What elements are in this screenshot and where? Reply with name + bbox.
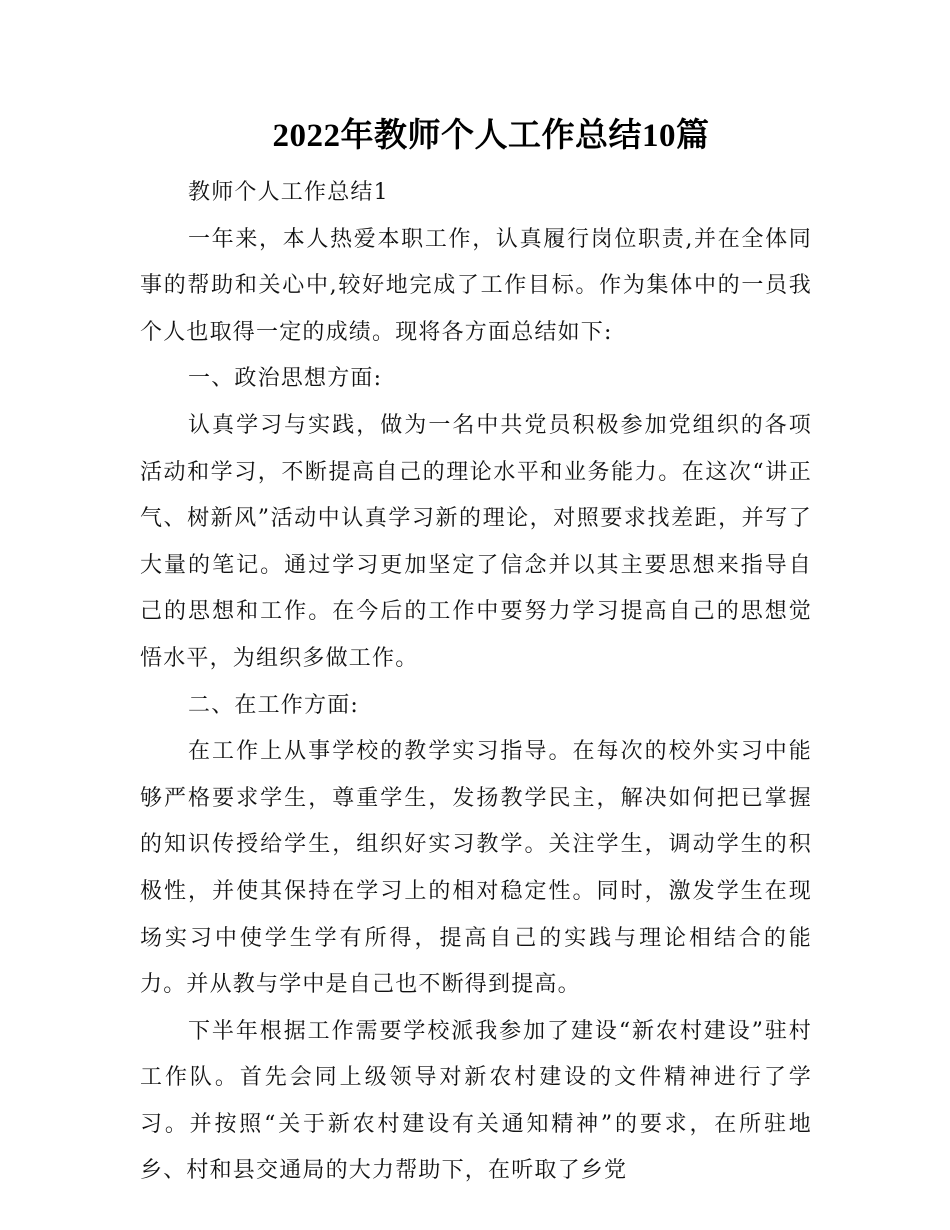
intro-paragraph: 一年来，本人热爱本职工作，认真履行岗位职责,并在全体同事的帮助和关心中,较好地完成了工作目标。作为集体中的一员我个人也取得一定的成绩。现将各方面总结如下: [140, 226, 812, 345]
section-heading-summary-1: 教师个人工作总结1 [188, 180, 389, 205]
political-paragraph: 认真学习与实践，做为一名中共党员积极参加党组织的各项活动和学习，不断提高自己的理论水平和业务能力。在这次“讲正气、树新风”活动中认真学习新的理论，对照要求找差距，并写了大量的笔记。通过学习更加坚定了信念并以其主要思想来指导自己的思想和工作。在今后的工作中要努力学习提高自己的思想觉悟水平，为组织多做工作。 [140, 412, 812, 671]
section-heading-political: 一、政治思想方面: [188, 366, 383, 392]
document-page [140, 108, 812, 1195]
work-paragraph: 在工作上从事学校的教学实习指导。在每次的校外实习中能够严格要求学生，尊重学生，发扬教学民主，解决如何把已掌握的知识传授给学生，组织好实习教学。关注学生，调动学生的积极性，并使其保持在学习上的相对稳定性。同时，激发学生在现场实习中使学生学有所得，提高自己的实践与理论相结合的能力。并从教与学中是自己也不断得到提高。 [140, 739, 812, 998]
village-work-paragraph: 下半年根据工作需要学校派我参加了建设“新农村建设”驻村工作队。首先会同上级领导对新农村建设的文件精神进行了学习。并按照“关于新农村建设有关通知精神”的要求，在所驻地乡、村和县交通局的大力帮助下，在听取了乡党 [140, 1018, 812, 1184]
section-heading-work: 二、在工作方面: [188, 692, 360, 718]
document-title: 2022年教师个人工作总结10篇 [272, 118, 710, 154]
